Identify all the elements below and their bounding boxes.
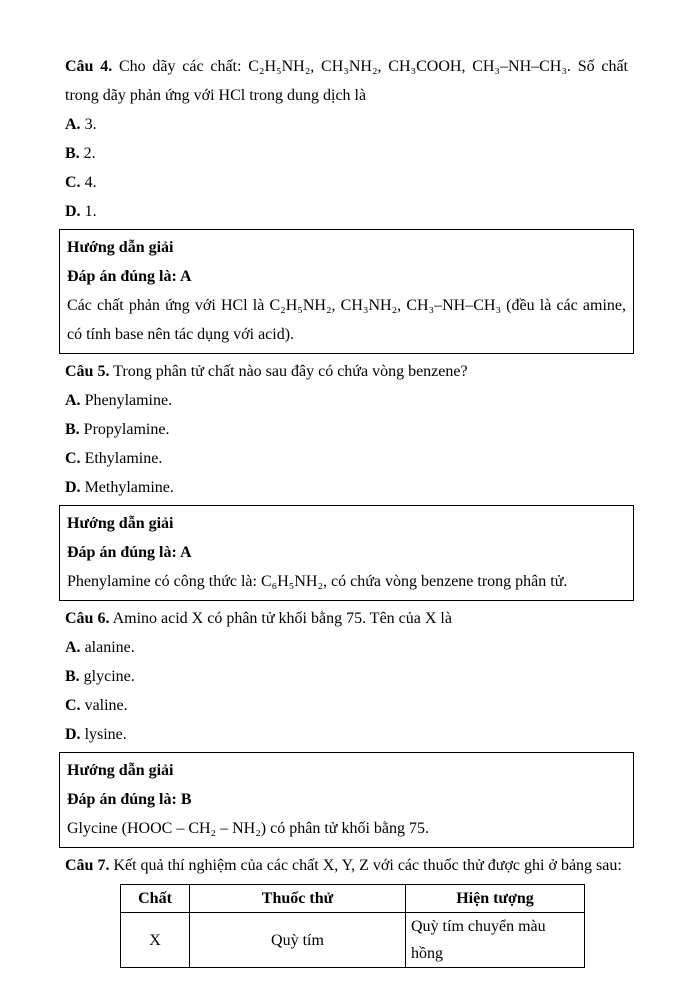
answer-option-a (65, 633, 628, 662)
experiment-table (120, 884, 585, 968)
table-cell-chat: X (121, 913, 190, 968)
solution-title-text: Hướng dẫn giải (67, 762, 174, 779)
question-stem-text: Kết quả thí nghiệm của các chất X, Y, Z với các thuốc thử được ghi ở bảng sau: (109, 857, 622, 874)
solution-answer-text: Đáp án đúng là: B (67, 791, 192, 808)
question-stem-text: Trong phân tử chất nào sau đây có chứa vòng benzene? (109, 363, 468, 380)
solution-box (59, 505, 634, 601)
answer-option-c (65, 444, 628, 473)
option-label: B. (65, 668, 80, 685)
solution-answer (67, 262, 626, 291)
solution-title (67, 509, 626, 538)
table-cell-hientuong: Quỳ tím chuyển màu hồng (406, 913, 585, 968)
answer-option-b (65, 415, 628, 444)
solution-box (59, 752, 634, 848)
question-stem-text: Amino acid X có phân tử khối bằng 75. Tên của X là (109, 610, 452, 627)
question-block-4 (65, 52, 628, 354)
option-text: lysine. (80, 726, 127, 743)
option-text: 4. (80, 174, 97, 191)
solution-answer (67, 785, 626, 814)
solution-title-text: Hướng dẫn giải (67, 239, 174, 256)
answer-option-b (65, 139, 628, 168)
option-text: 2. (79, 145, 96, 162)
answer-option-d (65, 720, 628, 749)
question-block-5 (65, 357, 628, 601)
solution-answer-text: Đáp án đúng là: A (67, 544, 192, 561)
solution-explanation: Phenylamine có công thức là: C₆H₅NH₂, có chứa vòng benzene trong phân tử. (67, 573, 568, 590)
option-label: A. (65, 639, 81, 656)
option-text: 3. (80, 116, 97, 133)
answer-option-d (65, 473, 628, 502)
option-label: A. (65, 116, 81, 133)
question-stem (65, 851, 628, 880)
question-stem (65, 604, 628, 633)
question-block-7 (65, 851, 628, 968)
solution-title (67, 756, 626, 785)
option-label: D. (65, 479, 81, 496)
answer-option-b (65, 662, 628, 691)
option-text: Methylamine. (80, 479, 174, 496)
question-number: Câu 5. (65, 363, 110, 380)
option-text: Propylamine. (79, 421, 170, 438)
table-cell-thuocthu: Quỳ tím (190, 913, 406, 968)
question-stem-text: Cho dãy các chất: C₂H₅NH₂, CH₃NH₂, CH₃COOH, CH₃–NH–CH₃. Số chất trong dãy phản ứng với HCl trong dung dịch là (65, 58, 629, 104)
option-text: valine. (80, 697, 128, 714)
question-block-6 (65, 604, 628, 848)
option-text: Phenylamine. (80, 392, 173, 409)
option-label: C. (65, 450, 81, 467)
question-number: Câu 4. (65, 58, 113, 75)
table-header-hientuong: Hiện tượng (406, 885, 585, 913)
solution-explanation: Các chất phản ứng với HCl là C₂H₅NH₂, CH₃NH₂, CH₃–NH–CH₃ (đều là các amine, có tính base nên tác dụng với acid). (67, 297, 626, 343)
option-text: glycine. (79, 668, 135, 685)
option-label: C. (65, 697, 81, 714)
option-text: Ethylamine. (80, 450, 163, 467)
answer-option-c (65, 168, 628, 197)
answer-option-a (65, 386, 628, 415)
table-header-row (121, 885, 585, 913)
experiment-table-wrap (120, 884, 628, 968)
question-number: Câu 6. (65, 610, 110, 627)
option-label: D. (65, 203, 81, 220)
solution-title (67, 233, 626, 262)
solution-answer (67, 538, 626, 567)
table-header-chat: Chất (121, 885, 190, 913)
option-label: C. (65, 174, 81, 191)
option-label: B. (65, 145, 80, 162)
option-label: B. (65, 421, 80, 438)
question-stem (65, 52, 628, 110)
question-number: Câu 7. (65, 857, 110, 874)
question-stem (65, 357, 628, 386)
solution-title-text: Hướng dẫn giải (67, 515, 174, 532)
option-text: 1. (80, 203, 97, 220)
table-header-thuocthu: Thuốc thử (190, 885, 406, 913)
answer-option-c (65, 691, 628, 720)
answer-option-d (65, 197, 628, 226)
option-label: A. (65, 392, 81, 409)
option-label: D. (65, 726, 81, 743)
solution-explanation: Glycine (HOOC – CH₂ – NH₂) có phân tử khối bằng 75. (67, 820, 429, 837)
solution-box (59, 229, 634, 354)
answer-option-a (65, 110, 628, 139)
solution-answer-text: Đáp án đúng là: A (67, 268, 192, 285)
option-text: alanine. (80, 639, 135, 656)
table-row (121, 913, 585, 968)
